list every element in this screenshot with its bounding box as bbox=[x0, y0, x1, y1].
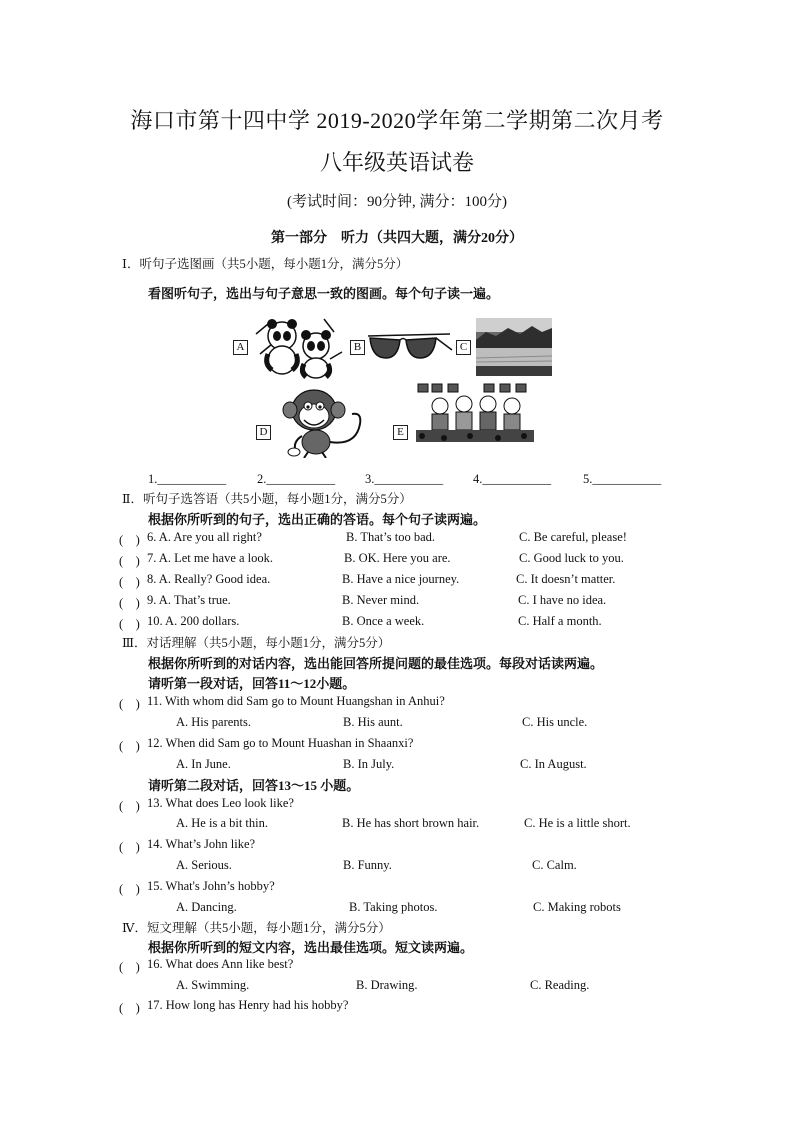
section4-heading: Ⅳ．短文理解（共5小题，每小题1分，满分5分） bbox=[122, 921, 391, 935]
q16-text: 16. What does Ann like best? bbox=[147, 957, 294, 971]
answer-paren-15[interactable]: ( ) bbox=[119, 882, 140, 896]
answer-paren-12[interactable]: ( ) bbox=[119, 739, 140, 753]
q8-option-a: 8. A. Really? Good idea. bbox=[147, 572, 271, 586]
answer-blank-4[interactable]: 4.___________ bbox=[473, 472, 552, 486]
q9-option-c: C. I have no idea. bbox=[518, 593, 607, 607]
picture-label-d: D bbox=[256, 425, 271, 440]
answer-blank-2[interactable]: 2.___________ bbox=[257, 472, 336, 486]
picture-label-c: C bbox=[456, 340, 471, 355]
q8-option-b: B. Have a nice journey. bbox=[342, 572, 460, 586]
q15-option-c: C. Making robots bbox=[533, 900, 621, 914]
section2-instruction: 根据你所听到的句子，选出正确的答语。每个句子读两遍。 bbox=[148, 512, 487, 527]
q12-option-c: C. In August. bbox=[520, 757, 587, 771]
q7-option-b: B. OK. Here you are. bbox=[344, 551, 451, 565]
dialog1-instruction: 请听第一段对话，回答11～12小题。 bbox=[148, 676, 356, 691]
exam-title: 海口市第十四中学 2019-2020学年第二学期第二次月考 bbox=[130, 108, 664, 133]
q11-option-a: A. His parents. bbox=[176, 715, 251, 729]
answer-paren-16[interactable]: ( ) bbox=[119, 960, 140, 974]
answer-paren-6[interactable]: ( ) bbox=[119, 533, 140, 547]
answer-paren-13[interactable]: ( ) bbox=[119, 799, 140, 813]
section1-heading: Ⅰ．听句子选图画（共5小题，每小题1分，满分5分） bbox=[122, 257, 409, 271]
children-picture bbox=[414, 382, 536, 448]
exam-info: (考试时间：90分钟, 满分：100分) bbox=[287, 194, 507, 210]
q8-option-c: C. It doesn’t matter. bbox=[516, 572, 616, 586]
answer-paren-17[interactable]: ( ) bbox=[119, 1001, 140, 1015]
q13-option-a: A. He is a bit thin. bbox=[176, 816, 269, 830]
q10-option-b: B. Once a week. bbox=[342, 614, 425, 628]
section3-heading: Ⅲ．对话理解（共5小题，每小题1分，满分5分） bbox=[122, 636, 391, 650]
q13-text: 13. What does Leo look like? bbox=[147, 796, 294, 810]
section1-instruction: 看图听句子，选出与句子意思一致的图画。每个句子读一遍。 bbox=[148, 286, 500, 301]
q17-text: 17. How long has Henry had his hobby? bbox=[147, 998, 349, 1012]
q11-option-b: B. His aunt. bbox=[343, 715, 403, 729]
q15-text: 15. What's John’s hobby? bbox=[147, 879, 275, 893]
q14-option-b: B. Funny. bbox=[343, 858, 392, 872]
answer-paren-8[interactable]: ( ) bbox=[119, 575, 140, 589]
answer-paren-11[interactable]: ( ) bbox=[119, 697, 140, 711]
q16-option-b: B. Drawing. bbox=[356, 978, 418, 992]
section2-heading: Ⅱ．听句子选答语（共5小题，每小题1分，满分5分） bbox=[122, 492, 412, 506]
q12-option-b: B. In July. bbox=[343, 757, 395, 771]
monkey-picture bbox=[278, 386, 370, 458]
q16-option-c: C. Reading. bbox=[530, 978, 590, 992]
q9-option-b: B. Never mind. bbox=[342, 593, 420, 607]
picture-label-b: B bbox=[350, 340, 365, 355]
q10-option-a: 10. A. 200 dollars. bbox=[147, 614, 240, 628]
q15-option-b: B. Taking photos. bbox=[349, 900, 438, 914]
answer-paren-10[interactable]: ( ) bbox=[119, 617, 140, 631]
answer-paren-9[interactable]: ( ) bbox=[119, 596, 140, 610]
q11-option-c: C. His uncle. bbox=[522, 715, 588, 729]
part-one-heading: 第一部分 听力（共四大题，满分20分） bbox=[271, 231, 523, 246]
q16-option-a: A. Swimming. bbox=[176, 978, 250, 992]
q14-option-a: A. Serious. bbox=[176, 858, 232, 872]
q11-text: 11. With whom did Sam go to Mount Huangshan in Anhui? bbox=[147, 694, 445, 708]
q7-option-a: 7. A. Let me have a look. bbox=[147, 551, 274, 565]
answer-paren-14[interactable]: ( ) bbox=[119, 840, 140, 854]
q7-option-c: C. Good luck to you. bbox=[519, 551, 624, 565]
q14-text: 14. What’s John like? bbox=[147, 837, 256, 851]
q10-option-c: C. Half a month. bbox=[518, 614, 602, 628]
q15-option-a: A. Dancing. bbox=[176, 900, 237, 914]
dialog2-instruction: 请听第二段对话，回答13～15 小题。 bbox=[148, 778, 360, 793]
q14-option-c: C. Calm. bbox=[532, 858, 577, 872]
answer-blank-5[interactable]: 5.___________ bbox=[583, 472, 662, 486]
q9-option-a: 9. A. That’s true. bbox=[147, 593, 231, 607]
exam-subtitle: 八年级英语试卷 bbox=[319, 150, 474, 175]
answer-paren-7[interactable]: ( ) bbox=[119, 554, 140, 568]
lake-picture bbox=[476, 318, 552, 376]
q13-option-b: B. He has short brown hair. bbox=[342, 816, 480, 830]
q13-option-c: C. He is a little short. bbox=[524, 816, 631, 830]
section3-instruction: 根据你所听到的对话内容，选出能回答所提问题的最佳选项。每段对话读两遍。 bbox=[148, 656, 604, 671]
q12-option-a: A. In June. bbox=[176, 757, 231, 771]
q6-option-b: B. That’s too bad. bbox=[346, 530, 436, 544]
answer-blank-3[interactable]: 3.___________ bbox=[365, 472, 444, 486]
sunglasses-picture bbox=[364, 328, 454, 364]
answer-blank-1[interactable]: 1.___________ bbox=[148, 472, 227, 486]
q12-text: 12. When did Sam go to Mount Huashan in Shaanxi? bbox=[147, 736, 414, 750]
section4-instruction: 根据你所听到的短文内容，选出最佳选项。短文读两遍。 bbox=[148, 940, 474, 955]
picture-label-e: E bbox=[393, 425, 408, 440]
q6-option-c: C. Be careful, please! bbox=[519, 530, 627, 544]
picture-label-a: A bbox=[233, 340, 248, 355]
q6-option-a: 6. A. Are you all right? bbox=[147, 530, 262, 544]
pandas-picture bbox=[254, 314, 344, 380]
